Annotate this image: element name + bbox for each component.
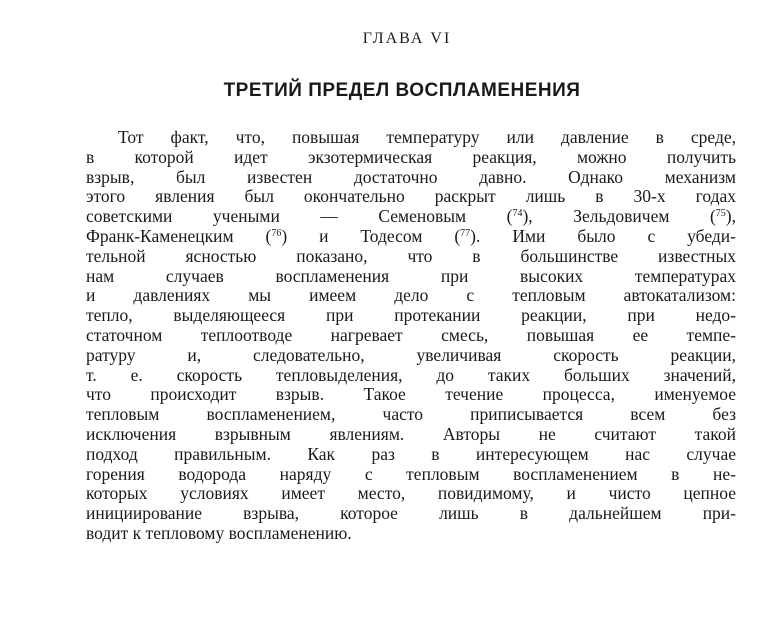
chapter-title: ТРЕТИЙ ПРЕДЕЛ ВОСПЛАМЕНЕНИЯ (223, 80, 581, 101)
reference-number: 74 (512, 208, 523, 220)
text-segment: ), Зельдовичем ( (522, 206, 716, 227)
text-line: тепловым воспламенением, часто приписывается всем без (86, 404, 736, 425)
text-line-with-refs (86, 207, 736, 227)
text-line: статочном теплоотводе нагревает смесь, повышая ее темпе- (86, 324, 736, 345)
text-line: тепло, выделяющееся при протекании реакции, при недо- (86, 305, 736, 326)
text-line: подход правильным. Как раз в интересующем нас случае (86, 443, 736, 464)
text-line: взрыв, был известен достаточно давно. Однако механизм (86, 166, 736, 187)
text-segment: ) и Тодесом ( (281, 225, 461, 246)
text-line: Тот факт, что, повышая температуру или давление в среде, (118, 127, 736, 147)
reference-number: 77 (460, 227, 471, 239)
text-segment: советскими учеными — Семеновым ( (86, 206, 513, 227)
reference-number: 76 (271, 227, 282, 239)
text-line: ратуру и, следовательно, увеличивая скорость реакции, (86, 344, 736, 365)
text-line: в которой идет экзотермическая реакция, можно получить (86, 146, 736, 167)
body-paragraph (86, 128, 736, 544)
text-line: что происходит взрыв. Такое течение процесса, именуемое (86, 384, 736, 405)
text-line: водит к тепловому воспламенению. (86, 522, 352, 543)
chapter-heading: ГЛАВА VI (362, 30, 452, 47)
text-line: тельной ясностью показано, что в большинстве известных (86, 245, 736, 266)
text-line: инициирование взрыва, которое лишь в дальнейшем при- (86, 503, 736, 524)
text-line: горения водорода наряду с тепловым воспламенением в не- (86, 463, 736, 484)
text-line: нам случаев воспламенения при высоких температурах (86, 265, 736, 286)
reference-number: 75 (715, 208, 726, 220)
text-segment: ), (725, 206, 736, 227)
text-line: и давлениях мы имеем дело с тепловым автокатализом: (86, 285, 736, 306)
text-line: которых условиях имеет место, повидимому, и чисто цепное (86, 483, 736, 504)
text-segment: ). Ими было с убеди- (470, 225, 736, 246)
text-line: т. е. скорость тепловыделения, до таких больших значений, (86, 364, 736, 385)
text-segment: Франк-Каменецким ( (86, 225, 272, 246)
text-line: исключения взрывным явлениям. Авторы не считают такой (86, 423, 736, 444)
text-line-with-refs (86, 227, 736, 247)
text-line: этого явления был окончательно раскрыт лишь в 30-х годах (86, 186, 736, 207)
